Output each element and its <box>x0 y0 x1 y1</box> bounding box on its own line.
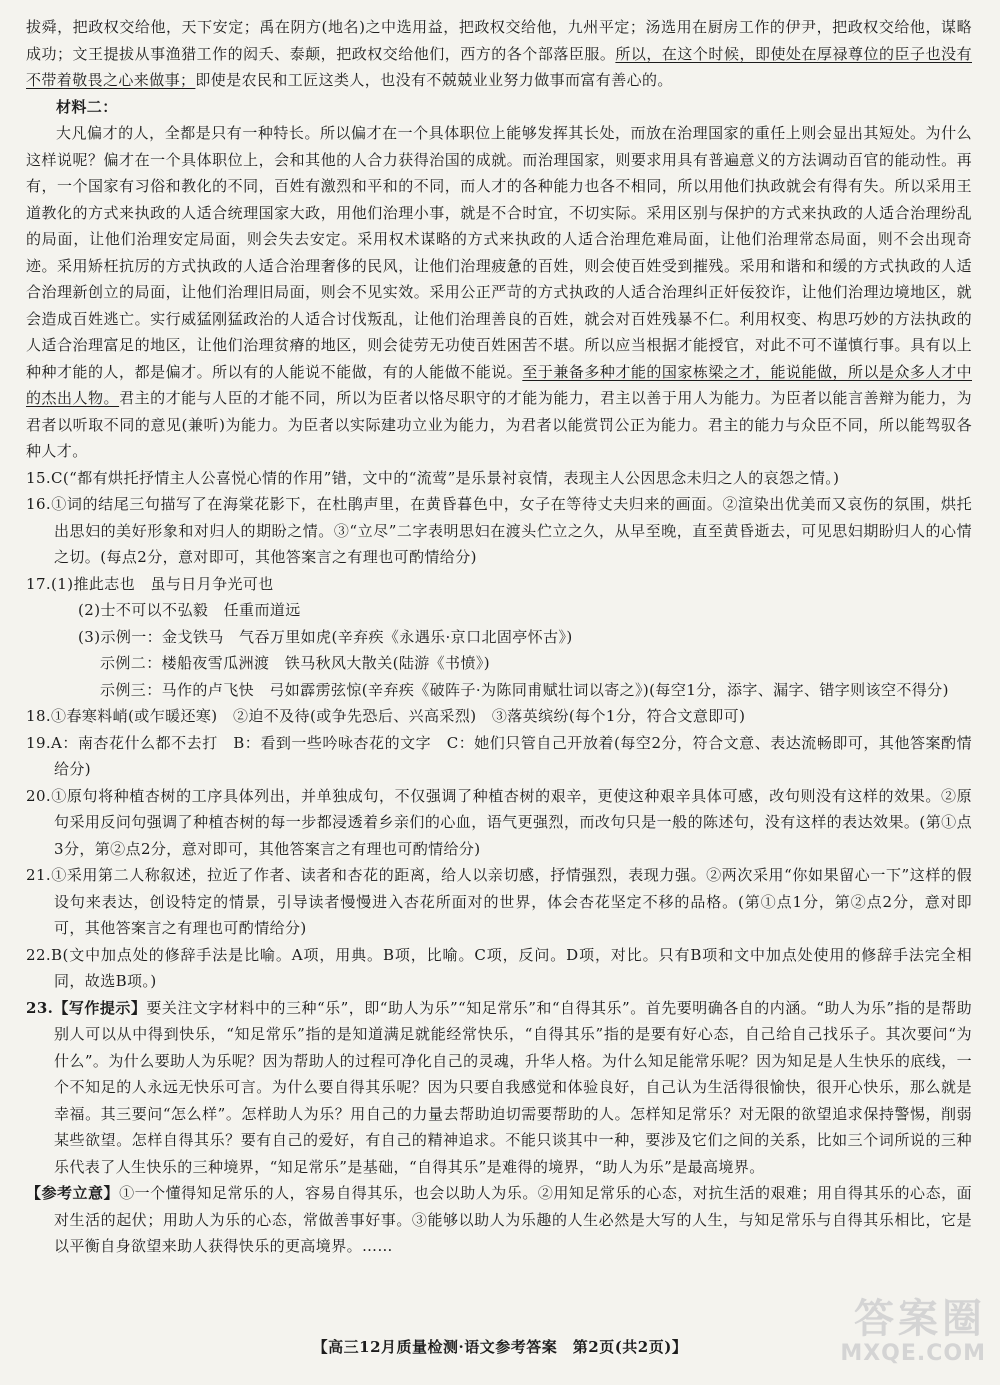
answer-23-ref-text: ①一个懂得知足常乐的人，容易自得其乐，也会以助人为乐。②用知足常乐的心态，对抗生活的艰难；用自得其乐的心态，面对生活的起伏；用助人为乐的心态，常做善事好事。③能够以助人为乐趣的人生必然是大写的人生，与知足常乐与自得其乐相比，它是以平衡自身欲望来助人获得快乐的更高境界。…… <box>54 1184 972 1255</box>
intro-paragraph <box>26 14 972 94</box>
answer-15: 15.C(“都有烘托抒情主人公喜悦心情的作用”错，文中的“流莺”是乐景衬哀情，表现主人公因思念未归之人的哀怨之情。) <box>26 468 840 487</box>
answer-20: 20.①原句将种植杏树的工序具体列出，并单独成句，不仅强调了种植杏树的艰辛，更使这种艰辛具体可感，改句则没有这样的效果。②原句采用反问句强调了种植杏树的每一步都浸透着乡亲们的心血，语气更强烈，而改句只是一般的陈述句，没有这样的表达效果。(第①点3分，第②点2分，意对即可，其他答案言之有理也可酌情给分) <box>26 786 972 858</box>
material2-underlined-sentence: 至于兼备多种才能的国家栋梁之才，能说能做，所以是众多人才中的杰出人物。 <box>26 362 972 407</box>
answer-23-reference-ideas <box>26 1180 972 1260</box>
answer-23-prompt-text: 要关注文字材料中的三种“乐”，即“助人为乐”“知足常乐”和“自得其乐”。首先要明确各自的内涵。“助人为乐”指的是帮助别人可以从中得到快乐，“知足常乐”指的是知道满足就能经常快乐，“自得其乐”指的是要有好心态，自己给自己找乐子。其次要问“为什么”。为什么要助人为乐呢？因为帮助人的过程可净化自己的灵魂，升华人格。为什么知足能常乐呢？因为知足是人生快乐的底线，一个不知足的人永远无快乐可言。为什么要自得其乐呢？因为只要自我感觉和体验良好，自己认为生活得很愉快，很开心快乐，那么就是幸福。其三要问“怎么样”。怎样助人为乐？用自己的力量去帮助迫切需要帮助的人。怎样知足常乐？对无限的欲望追求保持警惕，削弱某些欲望。怎样自得其乐？要有自己的爱好，有自己的精神追求。不能只谈其中一种，要涉及它们之间的关系，比如三个词所说的三种乐代表了人生快乐的三种境界，“知足常乐”是基础，“自得其乐”是难得的境界，“助人为乐”是最高境界。 <box>54 998 973 1176</box>
answer-18: 18.①春寒料峭(或乍暖还寒) ②迫不及待(或争先恐后、兴高采烈) ③落英缤纷(每个1分，符合文意即可) <box>26 707 746 725</box>
answer-17-example-2: 示例二：楼船夜雪瓜洲渡 铁马秋风大散关(陆游《书愤》) <box>100 654 491 672</box>
answer-19: 19.A：南杏花什么都不去打 B：看到一些吟咏杏花的文字 C：她们只管自己开放着(每空2分，符合文意、表达流畅即可，其他答案酌情给分) <box>26 733 972 778</box>
answer-17-part-1: 17.(1)推此志也 虽与日月争光可也 <box>26 574 274 593</box>
answer-23-writing-prompt <box>26 995 972 1181</box>
site-watermark-logo <box>796 1297 986 1377</box>
watermark-bottom-text: MXQE.COM <box>840 1341 986 1366</box>
watermark-top-text: 答案圈 <box>854 1296 986 1342</box>
answer-16: 16.①词的结尾三句描写了在海棠花影下，在杜鹃声里，在黄昏暮色中，女子在等待丈夫归来的画面。②渲染出优美而又哀伤的氛围，烘托出思妇的美好形象和对归人的期盼之情。③“立尽”二字表明思妇在渡头伫立之久，从早至晚，直至黄昏逝去，可见思妇期盼归人的心情之切。(每点2分，意对即可，其他答案言之有理也可酌情给分) <box>26 495 972 566</box>
material2-text-a: 大凡偏才的人，全都是只有一种特长。所以偏才在一个具体职位上能够发挥其长处，而放在治理国家的重任上则会显出其短处。为什么这样说呢？偏才在一个具体职位上，会和其他的人合力获得治国的成就。而治理国家，则要求用具有普遍意义的方法调动百官的能动性。再有，一个国家有习俗和教化的不同，百姓有激烈和平和的不同，而人才的各种能力也各不相同，所以用他们执政就会有得有失。所以采用王道教化的方式来执政的人适合统理国家大政，用他们治理小事，就是不合时宜，不切实际。采用区别与保护的方式来执政的人适合治理纷乱的局面，让他们治理安定局面，则会失去安定。采用权术谋略的方式来执政的人适合治理危难局面，让他们治理常态局面，则不会出现奇迹。采用矫枉抗厉的方式执政的人适合治理奢侈的民风，让他们治理疲惫的百姓，则会使百姓受到摧残。采用和谐和和缓的方式执政的人适合治理新创立的局面，让他们治理旧局面，则会不见实效。采用公正严苛的方式执政的人适合治理纠正奸佞狡诈，让他们治理边境地区，就会造成百姓逃亡。实行威猛刚猛政治的人适合讨伐叛乱，让他们治理善良的百姓，就会对百姓残暴不仁。利用权变、构思巧妙的方法执政的人适合治理富足的地区，让他们治理贫瘠的地区，则会徒劳无功使百姓困苦不堪。所以应当根据才能授官，对此不可不谨慎行事。具有以上种种才能的人，都是偏才。所以有的人能说不能做，有的人能做不能说。 <box>26 124 972 381</box>
answer-17-part-2: (2)士不可以不弘毅 任重而道远 <box>78 601 301 619</box>
answer-21: 21.①采用第二人称叙述，拉近了作者、读者和杏花的距离，给人以亲切感，抒情强烈，表现力强。②两次采用“你如果留心一下”这样的假设句来表达，创设特定的情景，引导读者慢慢进入杏花所面对的世界，体会杏花坚定不移的品格。(第①点1分，第②点2分，意对即可，其他答案言之有理也可酌情给分) <box>26 866 972 937</box>
page-footer: 【高三12月质量检测·语文参考答案 第2页(共2页)】 <box>312 1338 688 1356</box>
intro-text-b: 即使是农民和工匠这类人，也没有不兢兢业业努力做事而富有善心的。 <box>195 71 673 89</box>
material2-translation <box>26 120 972 465</box>
answer-22: 22.B(文中加点处的修辞手法是比喻。A项，用典。B项，比喻。C项，反问。D项，对比。只有B项和文中加点处使用的修辞手法完全相同，故选B项。) <box>26 945 972 990</box>
material2-heading: 材料二： <box>56 97 118 116</box>
answer-17-part-3: (3)示例一：金戈铁马 气吞万里如虎(辛弃疾《永遇乐·京口北固亭怀古》) <box>78 627 573 646</box>
intro-underlined-sentence: 所以，在这个时候，即使处在厚禄尊位的臣子也没有不带着敬畏之心来做事； <box>26 44 972 89</box>
intro-text-a: 拔舜，把政权交给他，天下安定；禹在阴方(地名)之中选用益，把政权交给他，九州平定；汤选用在厨房工作的伊尹，把政权交给他，谋略成功；文王提拔从事渔猎工作的闳夭、泰颠，把政权交给他们，西方的各个部落臣服。 <box>26 18 972 63</box>
material2-text-b: 君主的才能与人臣的才能不同，所以为臣者以恪尽职守的才能为能力，君主以善于用人为能力。为臣者以能言善辩为能力，为君者以听取不同的意见(兼听)为能力。为臣者以实际建功立业为能力，为君者以能赏罚公正为能力。君主的能力与众臣不同，所以能驾驭各种人才。 <box>26 389 972 460</box>
answer-23-ref-label: 【参考立意】 <box>26 1184 120 1202</box>
answer-23-prompt-label: 23.【写作提示】 <box>26 998 147 1017</box>
answer-17-example-3: 示例三：马作的卢飞快 弓如霹雳弦惊(辛弃疾《破阵子·为陈同甫赋壮词以寄之》)(每空1分，添字、漏字、错字则该空不得分) <box>100 680 949 699</box>
